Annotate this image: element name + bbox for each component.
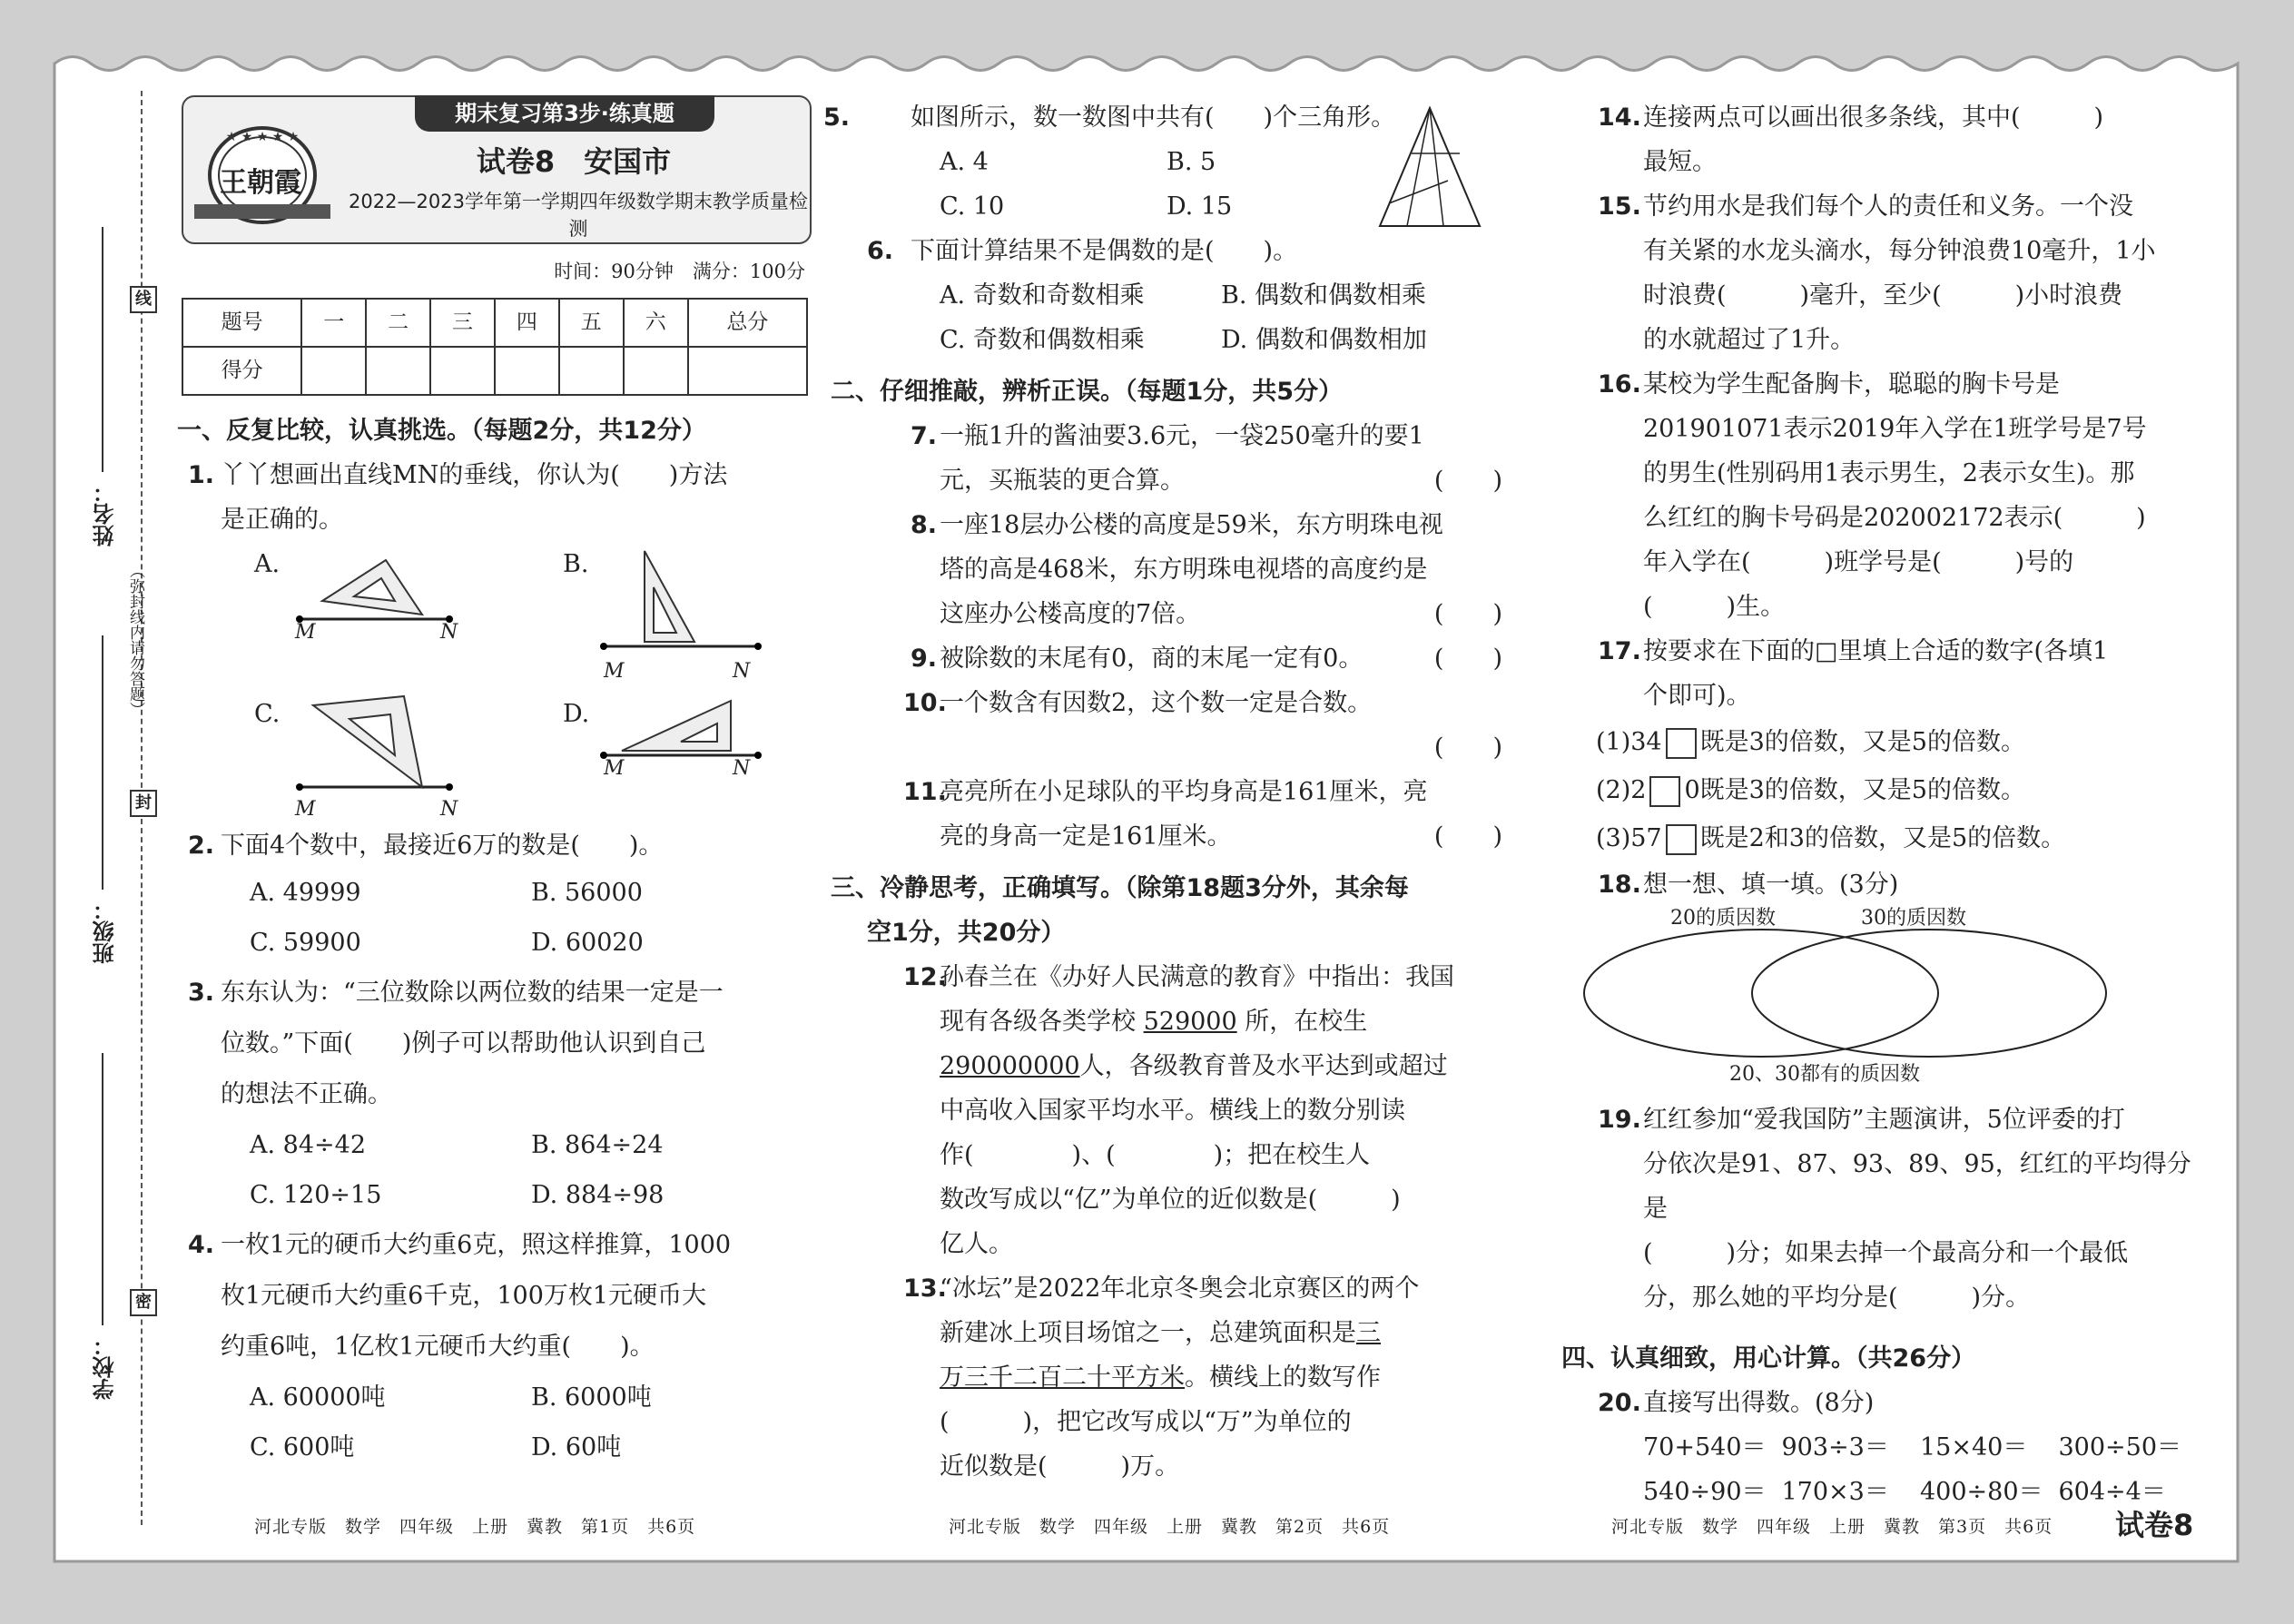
q5-options <box>867 140 1393 229</box>
question-6 <box>867 229 1502 273</box>
school-label: 学校： <box>93 1334 118 1400</box>
section-4-title: 四、认真细致，用心计算。（共26分） <box>1561 1344 1976 1373</box>
question-text: 想一想、填一填。(3分) <box>1643 871 1899 899</box>
question-text: 节约用水是我们每个人的责任和义务。一个没 <box>1643 192 2133 221</box>
option[interactable]: C. 59900 <box>250 929 361 957</box>
question-text[interactable]: 分，那么她的平均分是( )分。 <box>1643 1284 2031 1312</box>
option[interactable]: B. 5 <box>1167 148 1216 176</box>
question-16 <box>1561 362 2197 629</box>
question-14 <box>1561 95 2197 184</box>
option[interactable]: D. 884÷98 <box>531 1181 665 1209</box>
digit-box[interactable] <box>1649 776 1680 807</box>
option[interactable]: C. 奇数和偶数相乘 <box>940 326 1145 354</box>
question-text-row <box>940 636 1502 681</box>
question-19 <box>1561 1097 2197 1320</box>
question-text[interactable]: 年入学在( )班学号是( )号的 <box>1643 548 2074 576</box>
question-20 <box>1561 1381 2197 1425</box>
option[interactable]: A. 奇数和奇数相乘 <box>940 281 1145 310</box>
point-label-n: N <box>440 798 458 821</box>
question-text-row <box>940 1311 1502 1355</box>
question-text[interactable]: 么红红的胸卡号码是202002172表示( ) <box>1643 504 2146 532</box>
question-text[interactable]: 连接两点可以画出很多条线，其中( ) <box>1643 103 2104 132</box>
footer-page-2: 河北专版 数学 四年级 上册 冀教 第2页 共6页 <box>949 1517 1391 1537</box>
q3-options <box>177 1120 812 1220</box>
question-number: 18. <box>1598 871 1641 899</box>
question-number: 3. <box>188 979 215 1007</box>
option[interactable]: D. 60020 <box>531 929 644 957</box>
question-text[interactable]: 近似数是( )万。 <box>940 1452 1180 1481</box>
question-text: 。横线上的数写作 <box>1185 1363 1381 1392</box>
point-label-n: N <box>733 757 751 780</box>
question-8 <box>867 503 1502 636</box>
question-text: 的男生(性别码用1表示男生，2表示女生)。那 <box>1643 459 2135 487</box>
answer-paren[interactable]: ( ) <box>1433 600 1502 628</box>
question-text-row <box>940 458 1502 503</box>
question-number: 16. <box>1598 370 1641 399</box>
point-label-n: N <box>440 621 458 644</box>
point-label-m: M <box>295 621 316 644</box>
question-number: 1. <box>188 461 215 489</box>
question-text-row <box>940 814 1502 859</box>
question-text: 亿人。 <box>940 1230 1013 1258</box>
question-number: 7. <box>911 422 938 450</box>
digit-box[interactable] <box>1666 728 1697 759</box>
question-number: 8. <box>911 511 938 539</box>
question-number: 9. <box>911 645 938 673</box>
q5-options-area <box>867 140 1502 229</box>
seal-char-secret: 密 <box>130 1289 157 1316</box>
option[interactable]: A. 49999 <box>250 879 361 907</box>
option[interactable]: D. 60吨 <box>531 1433 622 1462</box>
question-text: 孙春兰在《办好人民满意的教育》中指出：我国 <box>940 963 1454 991</box>
review-badge: 期末复习第3步·练真题 <box>415 95 714 132</box>
school-underline[interactable] <box>102 1053 103 1325</box>
score-value-row <box>182 347 807 395</box>
point-label-m: M <box>604 757 625 780</box>
question-number: 14. <box>1598 103 1641 132</box>
question-text[interactable]: ( )生。 <box>1643 593 1786 621</box>
answer-paren[interactable]: ( ) <box>1433 467 1502 495</box>
question-text: “冰坛”是2022年北京冬奥会北京赛区的两个 <box>940 1275 1420 1303</box>
question-text: 被除数的末尾有0，商的末尾一定有0。 <box>940 645 1364 673</box>
question-text: 丫丫想画出直线MN的垂线，你认为( )方法 <box>221 461 728 489</box>
question-text: 按要求在下面的□里填上合适的数字(各填1 <box>1643 637 2109 665</box>
question-number: 6. <box>867 237 894 265</box>
question-text-row <box>940 725 1502 770</box>
section-3-line-2: 空1分，共20分） <box>867 919 1066 947</box>
question-text-row <box>940 592 1502 636</box>
question-4 <box>177 1220 812 1373</box>
underlined-number: 529000 <box>1143 1008 1237 1036</box>
footer-page-1: 河北专版 数学 四年级 上册 冀教 第1页 共6页 <box>254 1517 696 1537</box>
option[interactable]: B. 864÷24 <box>531 1131 664 1159</box>
question-text: 东东认为：“三位数除以两位数的结果一定是一 <box>221 979 724 1007</box>
score-input[interactable] <box>301 347 366 395</box>
score-input[interactable] <box>366 347 430 395</box>
question-text: 位数。”下面( )例子可以帮助他认识到自己 <box>221 1029 706 1058</box>
question-text-row <box>940 1355 1502 1400</box>
column-3 <box>1561 95 2197 1514</box>
calc-item[interactable]: 70+540＝ <box>1643 1433 1767 1462</box>
question-text[interactable]: 时浪费( )毫升，至少( )小时浪费 <box>1643 281 2123 310</box>
option[interactable]: C. 120÷15 <box>250 1181 382 1209</box>
question-number: 13. <box>903 1275 947 1303</box>
question-10 <box>867 681 1502 770</box>
item-text: 既是3的倍数，又是5的倍数。 <box>1699 728 2025 756</box>
logo-text: 王朝霞 <box>220 167 301 199</box>
score-input[interactable] <box>430 347 495 395</box>
question-number: 2. <box>188 832 215 860</box>
question-text: 某校为学生配备胸卡，聪聪的胸卡号是 <box>1643 370 2060 399</box>
option[interactable]: C. 600吨 <box>250 1433 355 1462</box>
question-text: 约重6吨，1亿枚1元硬币大约重( )。 <box>221 1333 655 1361</box>
answer-paren[interactable]: ( ) <box>1433 645 1502 673</box>
question-13 <box>867 1266 1502 1489</box>
venn-diagram <box>1580 907 2124 1097</box>
question-text[interactable]: ( )，把它改写成以“万”为单位的 <box>940 1408 1352 1436</box>
venn-right-label: 30的质因数 <box>1861 907 1966 930</box>
question-number: 15. <box>1598 192 1641 221</box>
score-cell: 二 <box>366 299 430 347</box>
question-text: 枚1元硬币大约重6千克，100万枚1元硬币大 <box>221 1282 707 1310</box>
exam-subtitle: 2022—2023学年第一学期四年级数学期末教学质量检测 <box>349 191 808 240</box>
option-label[interactable]: B. <box>563 550 589 578</box>
question-text: 红红参加“爱我国防”主题演讲，5位评委的打 <box>1643 1106 2125 1134</box>
time-info: 时间：90分钟 满分：100分 <box>554 261 805 282</box>
score-header-row <box>182 299 807 347</box>
question-number: 17. <box>1598 637 1641 665</box>
question-text: 201901071表示2019年入学在1班学号是7号 <box>1643 415 2147 443</box>
question-text[interactable]: ( )分；如果去掉一个最高分和一个最低 <box>1643 1239 2129 1267</box>
question-text: 是正确的。 <box>221 506 343 534</box>
question-number: 11. <box>903 778 947 806</box>
question-text[interactable]: 作( )、( )；把在校生人 <box>940 1141 1371 1169</box>
option-label[interactable]: A. <box>254 550 281 578</box>
seal-char-seal: 封 <box>130 790 157 817</box>
score-cell: 一 <box>301 299 366 347</box>
question-text: 这座办公楼高度的7倍。 <box>940 600 1201 628</box>
item-text: 既是2和3的倍数，又是5的倍数。 <box>1699 824 2066 852</box>
item-text: 0既是3的倍数，又是5的倍数。 <box>1684 776 2025 804</box>
underlined-number: 290000000 <box>940 1052 1080 1080</box>
question-text: 下面4个数中，最接近6万的数是( )。 <box>221 832 664 860</box>
underlined-text: 万三千二百二十平方米 <box>940 1363 1185 1392</box>
question-text: 所，在校生 <box>1245 1008 1368 1036</box>
calc-item[interactable]: 903÷3＝ <box>1781 1433 1889 1462</box>
class-label: 班级： <box>93 899 118 964</box>
question-text: 人，各级教育普及水平达到或超过 <box>1079 1052 1448 1080</box>
section-1-title: 一、反复比较，认真挑选。（每题2分，共12分） <box>177 417 706 445</box>
calc-item[interactable]: 170×3＝ <box>1781 1478 1889 1506</box>
question-number: 10. <box>903 689 947 717</box>
question-text: 的想法不正确。 <box>221 1080 392 1108</box>
option[interactable]: A. 60000吨 <box>250 1383 386 1412</box>
digit-box[interactable] <box>1666 824 1697 855</box>
question-text: 如图所示，数一数图中共有( )个三角形。 <box>911 103 1396 132</box>
question-text: 现有各级各类学校 <box>940 1008 1136 1036</box>
score-cell: 四 <box>495 299 559 347</box>
column-2 <box>823 95 1502 1489</box>
score-cell: 题号 <box>182 299 301 347</box>
score-cell: 六 <box>624 299 688 347</box>
q17-item-3 <box>1596 814 2197 862</box>
question-9 <box>867 636 1502 681</box>
question-text: 一枚1元的硬币大约重6克，照这样推算，1000 <box>221 1231 732 1259</box>
question-text: 个即可)。 <box>1643 682 1751 710</box>
question-3 <box>177 968 812 1120</box>
answer-paren[interactable]: ( ) <box>1433 822 1502 851</box>
question-text: 亮亮所在小足球队的平均身高是161厘米，亮 <box>940 778 1428 806</box>
option[interactable]: B. 56000 <box>531 879 643 907</box>
question-text-row <box>940 999 1502 1044</box>
q17-item-2 <box>1596 766 2197 814</box>
question-text: 一个数含有因数2，这个数一定是合数。 <box>940 689 1373 717</box>
question-text: 元，买瓶装的更合算。 <box>940 467 1185 495</box>
question-2 <box>177 823 812 868</box>
q4-options <box>177 1373 812 1472</box>
question-7 <box>867 414 1502 503</box>
calc-row-2 <box>1561 1470 2197 1514</box>
exam-title: 试卷8 安国市 <box>476 144 672 179</box>
item-text: (2)2 <box>1596 776 1647 804</box>
option-label[interactable]: D. <box>563 700 590 728</box>
option[interactable]: C. 10 <box>940 192 1005 221</box>
question-number: 4. <box>188 1231 215 1259</box>
option[interactable]: A. 4 <box>940 148 989 176</box>
section-3-title <box>831 866 1502 955</box>
name-underline[interactable] <box>102 227 103 472</box>
seal-note: （弥封线内请勿答题） <box>126 563 144 717</box>
calc-item[interactable]: 540÷90＝ <box>1643 1478 1767 1506</box>
question-text: 中高收入国家平均水平。横线上的数分别读 <box>940 1097 1405 1125</box>
venn-bottom-label: 20、30都有的质因数 <box>1729 1063 1920 1086</box>
question-text-row <box>940 1044 1502 1088</box>
column-1 <box>177 95 812 1472</box>
section-3-line-1: 三、冷静思考，正确填写。（除第18题3分外，其余每 <box>831 874 1409 902</box>
exam-header <box>182 95 812 244</box>
score-label: 得分 <box>182 347 301 395</box>
calc-item[interactable]: 15×40＝ <box>1920 1433 2028 1462</box>
question-12 <box>867 955 1502 1266</box>
underlined-text: 三 <box>1356 1319 1381 1347</box>
footer-page-3: 河北专版 数学 四年级 上册 冀教 第3页 共6页 <box>1611 1517 2053 1537</box>
option[interactable]: B. 偶数和偶数相乘 <box>1221 281 1427 310</box>
question-1 <box>177 453 812 542</box>
question-text: 下面计算结果不是偶数的是( )。 <box>911 237 1298 265</box>
question-number: 19. <box>1598 1106 1641 1134</box>
question-15 <box>1561 184 2197 362</box>
question-number: 12. <box>903 963 947 991</box>
question-text: 一座18层办公楼的高度是59米，东方明珠电视 <box>940 511 1443 539</box>
question-text: 最短。 <box>1643 148 1717 176</box>
q2-options <box>177 868 812 968</box>
question-11 <box>867 770 1502 859</box>
calc-row-1 <box>1561 1425 2197 1470</box>
score-input[interactable] <box>495 347 559 395</box>
venn-left-label: 20的质因数 <box>1670 907 1776 930</box>
calc-item[interactable]: 300÷50＝ <box>2058 1433 2182 1462</box>
class-underline[interactable] <box>102 635 103 890</box>
question-number: 20. <box>1598 1389 1641 1417</box>
point-label-m: M <box>604 660 625 683</box>
option[interactable]: D. 15 <box>1167 192 1233 221</box>
q6-options <box>867 273 1502 362</box>
paper-number: 试卷8 <box>2115 1508 2194 1542</box>
score-cell: 五 <box>559 299 624 347</box>
q1-figures <box>177 542 812 842</box>
score-input[interactable] <box>559 347 624 395</box>
option[interactable]: A. 84÷42 <box>250 1131 366 1159</box>
question-text: 直接写出得数。(8分) <box>1643 1389 1875 1417</box>
question-text: 分依次是91、87、93、89、95，红红的平均得分是 <box>1643 1150 2191 1223</box>
question-text: 新建冰上项目场馆之一，总建筑面积是 <box>940 1319 1356 1347</box>
calc-item[interactable]: 604÷4＝ <box>2058 1478 2166 1506</box>
q17-item-1 <box>1596 718 2197 766</box>
question-text[interactable]: 数改写成以“亿”为单位的近似数是( ) <box>940 1186 1401 1214</box>
triangle-count-figure <box>1375 103 1484 231</box>
score-table <box>182 298 808 396</box>
question-text: 的水就超过了1升。 <box>1643 326 1856 354</box>
score-cell: 总分 <box>688 299 807 347</box>
item-text: (1)34 <box>1596 728 1662 756</box>
question-text: 有关紧的水龙头滴水，每分钟浪费10毫升，1小 <box>1643 237 2156 265</box>
score-input[interactable] <box>624 347 688 395</box>
answer-paren[interactable]: ( ) <box>1433 733 1502 762</box>
question-text: 塔的高是468米，东方明珠电视塔的高度约是 <box>940 556 1428 584</box>
calc-item[interactable]: 400÷80＝ <box>1920 1478 2043 1506</box>
question-17 <box>1561 629 2197 718</box>
score-cell: 三 <box>430 299 495 347</box>
option[interactable]: D. 偶数和偶数相加 <box>1221 326 1427 354</box>
option-label[interactable]: C. <box>254 700 281 728</box>
question-text: 一瓶1升的酱油要3.6元，一袋250毫升的要1 <box>940 422 1424 450</box>
name-label: 姓名： <box>93 481 118 546</box>
item-text: (3)57 <box>1596 824 1662 852</box>
svg-text:★ ★ ★ ★ ★: ★ ★ ★ ★ ★ <box>225 130 300 144</box>
section-2-title: 二、仔细推敲，辨析正误。（每题1分，共5分） <box>831 378 1344 406</box>
question-text: 亮的身高一定是161厘米。 <box>940 822 1232 851</box>
question-number: 5. <box>823 103 851 132</box>
seal-char-line: 线 <box>130 286 157 313</box>
option[interactable]: B. 6000吨 <box>531 1383 652 1412</box>
q17-items <box>1561 718 2197 862</box>
point-label-m: M <box>295 798 316 821</box>
point-label-n: N <box>733 660 751 683</box>
score-input[interactable] <box>688 347 807 395</box>
